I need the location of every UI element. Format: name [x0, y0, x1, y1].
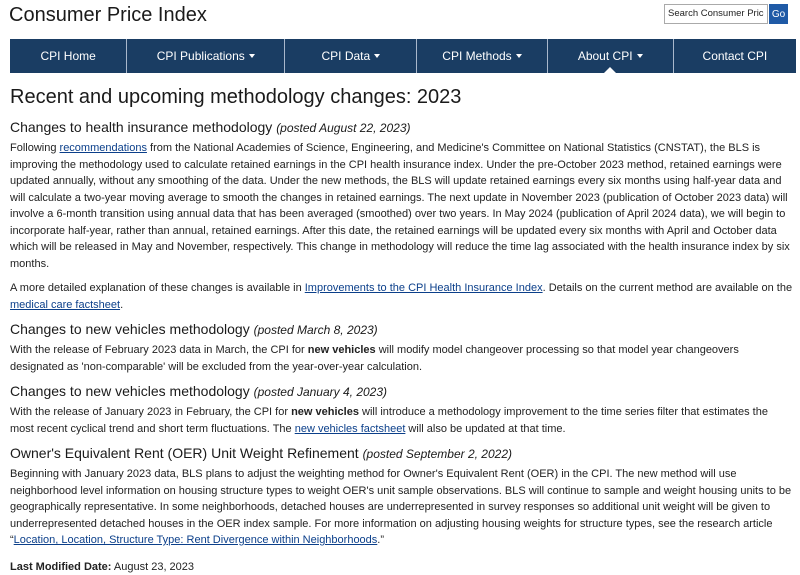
- heading-text: Owner's Equivalent Rent (OER) Unit Weight Refinement: [10, 445, 359, 461]
- paragraph-text: . Details on the current method are available on the: [542, 282, 793, 294]
- paragraph-text: from the National Academies of Science, Engineering, and Medicine's Committee on National Statistics (CNSTAT), the BLS is improving the methodology used to calculate retained earnings in the CPI health insurance index. Under the pre-October 2023 method, retained earnings were updated annually, without any smoothing of the data. Under the new methods, the BLS will update retained earnings every six months using half-year data and will calculate a two-year moving average to smooth the changes in retained earnings. The next update in November 2023 (publication of October 2023 data) will involve a 6-month transition using annual data that has been averaged (smoothed) over two years. In May 2024 (publication of April 2024 data), we will begin to incorporate half-year, rather than annual, retained earnings. After this date, the retained earnings will be updated every six months with April and October data which will be released in May and November, respectively. This change in methodology will reduce the time lag associated with the health insurance index by six months.: [10, 142, 790, 270]
- paragraph-text: With the release of February 2023 data in March, the CPI for: [10, 344, 308, 356]
- health-insurance-improvements-link[interactable]: Improvements to the CPI Health Insurance Index: [304, 282, 543, 294]
- nav-contact-cpi[interactable]: [674, 39, 796, 73]
- main-nav: [10, 39, 796, 73]
- main-content: [10, 86, 794, 573]
- paragraph-text: A more detailed explanation of these changes is available in: [10, 282, 305, 294]
- search-go-button[interactable]: Go: [769, 4, 788, 24]
- caret-down-icon: [637, 54, 643, 58]
- nav-cpi-data[interactable]: [285, 39, 417, 73]
- new-vehicles-factsheet-link[interactable]: new vehicles factsheet: [294, 422, 406, 435]
- last-modified-date: August 23, 2023: [113, 560, 195, 573]
- posted-date: (posted September 2, 2022): [362, 447, 512, 461]
- nav-label: Contact CPI: [702, 49, 768, 63]
- posted-date: (posted August 22, 2023): [276, 121, 411, 135]
- nav-label: CPI Methods: [442, 49, 512, 63]
- site-title[interactable]: Consumer Price Index: [9, 4, 207, 26]
- posted-date: (posted March 8, 2023): [253, 323, 378, 337]
- caret-down-icon: [516, 54, 522, 58]
- recommendations-link[interactable]: recommendations: [59, 142, 147, 154]
- nav-label: CPI Home: [40, 49, 96, 63]
- section-paragraph: [10, 140, 794, 272]
- paragraph-text: Beginning with January 2023 data, BLS plans to adjust the weighting method for Owner's Equivalent Rent (OER) in the CPI. The new method will use neighborhood level information on housing structure types to weight OER's unit sample observations. BLS will continue to sample and weight housing units to be geographically representative. In some neighborhoods, detached houses are underrepresented in survey responses so additional unit weight will be given to underrepresented detached houses in the OER index sample. For more information on adjusting housing weights for structure types, see the research article “: [10, 468, 792, 546]
- last-modified-label: Last Modified Date:: [10, 560, 112, 573]
- paragraph-text: will modify model changeover processing so that model year changeovers designated as 'non-comparable' will be excluded from the year-over-year calculation.: [10, 344, 739, 373]
- nav-cpi-publications[interactable]: [127, 39, 285, 73]
- search-input[interactable]: [664, 4, 768, 24]
- caret-down-icon: [374, 54, 380, 58]
- section-paragraph: [10, 466, 794, 549]
- active-indicator-icon: [604, 67, 616, 73]
- caret-down-icon: [249, 54, 255, 58]
- nav-cpi-methods[interactable]: [417, 39, 547, 73]
- section-heading: [10, 383, 794, 399]
- last-modified: [10, 561, 794, 573]
- posted-date: (posted January 4, 2023): [253, 385, 388, 399]
- paragraph-text: .”: [377, 534, 385, 546]
- section-paragraph: [10, 280, 794, 313]
- nav-label: About CPI: [577, 49, 633, 63]
- paragraph-text: Following: [10, 142, 60, 154]
- site-header: [9, 4, 207, 27]
- heading-text: Changes to new vehicles methodology: [10, 383, 250, 399]
- search-form: [664, 4, 788, 24]
- section-heading: [10, 119, 794, 135]
- paragraph-text: will introduce a methodology improvement to the time series filter that estimates the most recent cyclical trend and short term fluctuations. The: [10, 406, 768, 435]
- nav-about-cpi[interactable]: [548, 39, 674, 73]
- section-paragraph: [10, 342, 794, 375]
- heading-text: Changes to health insurance methodology: [10, 119, 273, 135]
- section-heading: [10, 321, 794, 337]
- page-title: Recent and upcoming methodology changes: 2023: [10, 86, 462, 108]
- nav-cpi-home[interactable]: [10, 39, 127, 73]
- bold-term: new vehicles: [291, 406, 359, 418]
- section-heading: [10, 445, 794, 461]
- paragraph-text: .: [120, 298, 124, 311]
- section-paragraph: [10, 404, 794, 437]
- heading-text: Changes to new vehicles methodology: [10, 321, 250, 337]
- research-article-link[interactable]: Location, Location, Structure Type: Rent Divergence within Neighborhoods: [13, 534, 378, 546]
- nav-label: CPI Data: [321, 49, 371, 63]
- medical-care-factsheet-link[interactable]: medical care factsheet: [10, 298, 121, 311]
- paragraph-text: With the release of January 2023 in February, the CPI for: [10, 406, 292, 418]
- paragraph-text: will also be updated at that time.: [405, 422, 566, 435]
- bold-term: new vehicles: [307, 344, 376, 356]
- nav-label: CPI Publications: [156, 49, 245, 63]
